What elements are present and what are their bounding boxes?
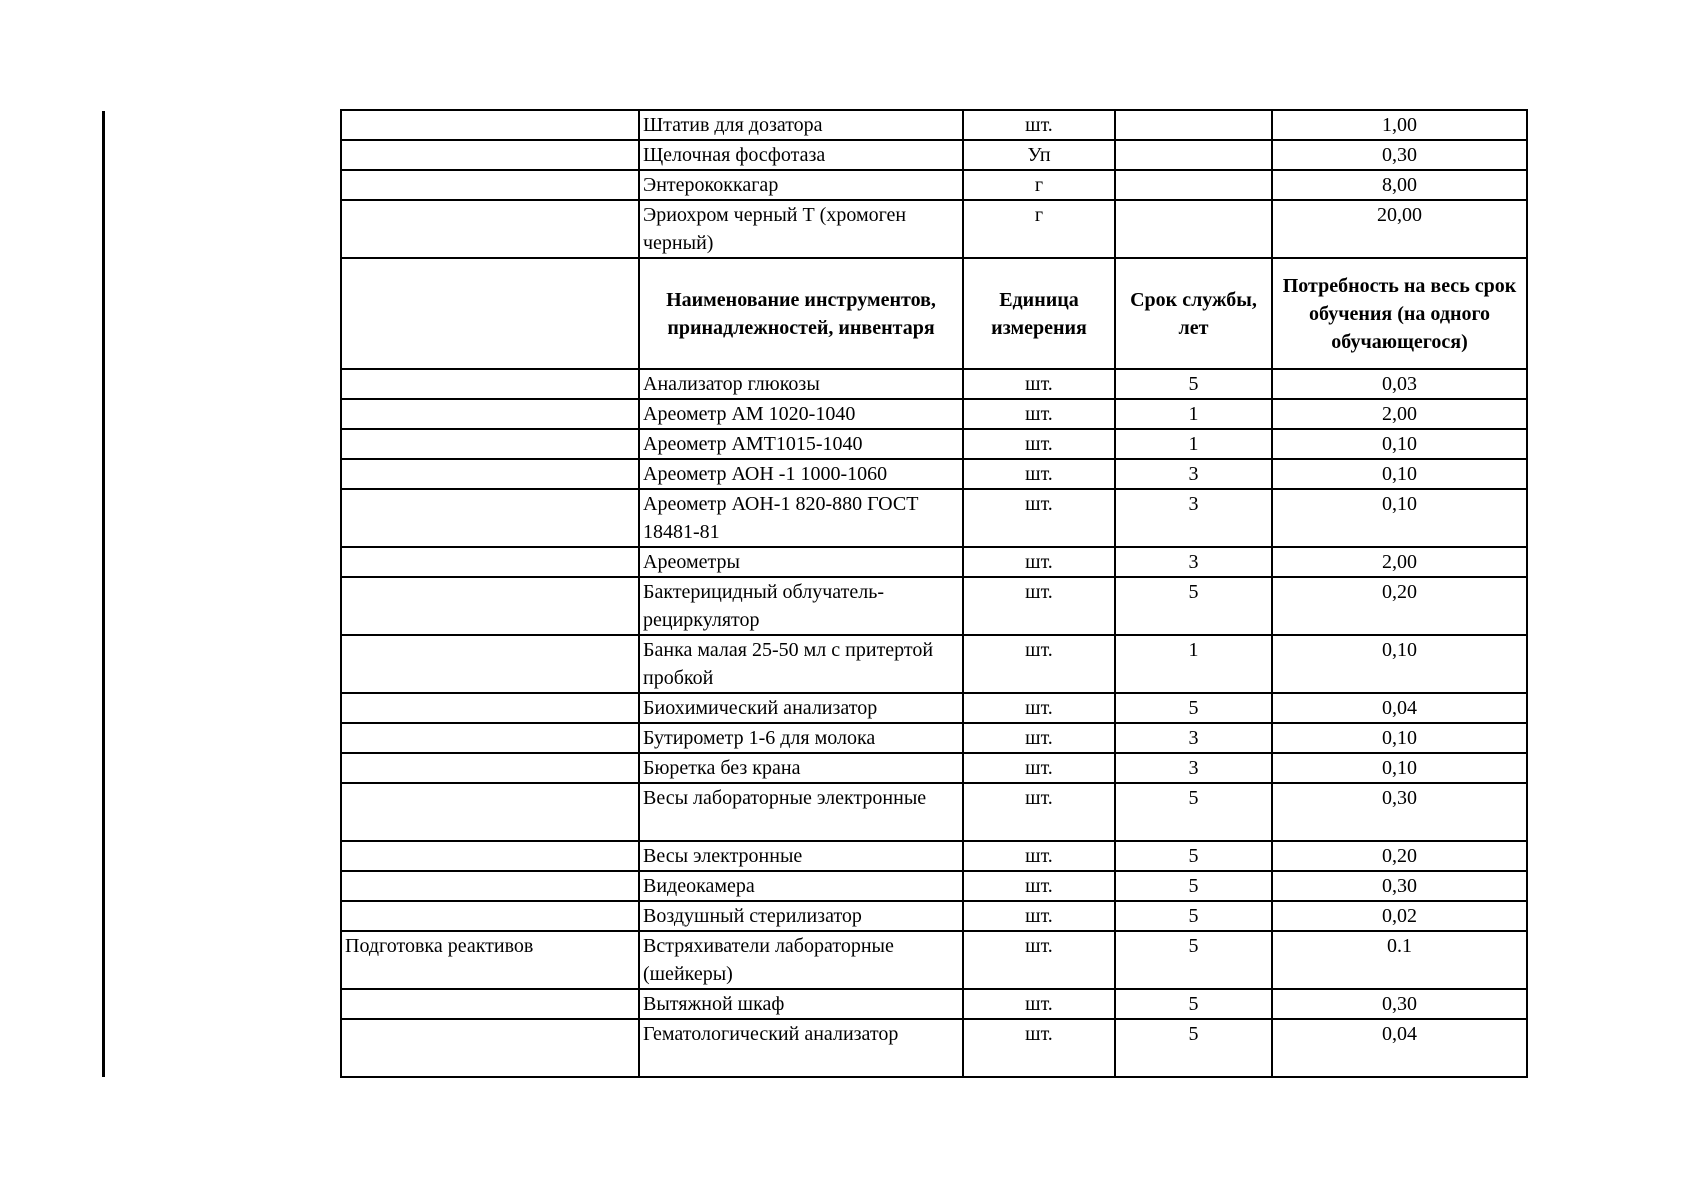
item-name: Ареометр АМТ1015-1040 [639, 429, 963, 459]
item-name: Ареометр АОН -1 1000-1060 [639, 459, 963, 489]
item-unit: шт. [963, 547, 1115, 577]
item-unit: шт. [963, 931, 1115, 989]
item-need: 0,10 [1272, 635, 1527, 693]
item-name: Встряхиватели лабораторные (шейкеры) [639, 931, 963, 989]
item-need: 0,30 [1272, 140, 1527, 170]
section-cell [341, 693, 639, 723]
item-unit: шт. [963, 901, 1115, 931]
left-margin-rule [102, 111, 105, 1077]
item-term [1115, 110, 1272, 140]
item-term [1115, 140, 1272, 170]
item-need: 0,02 [1272, 901, 1527, 931]
section-cell [341, 258, 639, 369]
item-name: Щелочная фосфотаза [639, 140, 963, 170]
item-need: 2,00 [1272, 399, 1527, 429]
item-need: 0,03 [1272, 369, 1527, 399]
item-need: 2,00 [1272, 547, 1527, 577]
section-cell [341, 841, 639, 871]
item-term: 3 [1115, 547, 1272, 577]
section-cell [341, 459, 639, 489]
item-need: 0,30 [1272, 783, 1527, 841]
table-row [341, 871, 1527, 901]
item-need: 0,04 [1272, 1019, 1527, 1077]
item-term: 5 [1115, 783, 1272, 841]
table-row [341, 489, 1527, 547]
table-row [341, 577, 1527, 635]
item-name: Ареометр АМ 1020-1040 [639, 399, 963, 429]
item-unit: г [963, 200, 1115, 258]
item-need: 0,30 [1272, 871, 1527, 901]
item-term [1115, 200, 1272, 258]
section-cell [341, 369, 639, 399]
item-need: 1,00 [1272, 110, 1527, 140]
item-name: Весы электронные [639, 841, 963, 871]
item-unit: Уп [963, 140, 1115, 170]
item-name: Бутирометр 1-6 для молока [639, 723, 963, 753]
item-unit: шт. [963, 429, 1115, 459]
table-row [341, 170, 1527, 200]
item-need: 0,30 [1272, 989, 1527, 1019]
item-term: 1 [1115, 399, 1272, 429]
item-need: 0,10 [1272, 429, 1527, 459]
item-term: 5 [1115, 1019, 1272, 1077]
item-name: Гематологический анализатор [639, 1019, 963, 1077]
item-term: 3 [1115, 753, 1272, 783]
table-row [341, 110, 1527, 140]
item-name: Банка малая 25-50 мл с притертой пробкой [639, 635, 963, 693]
item-term: 1 [1115, 429, 1272, 459]
item-term [1115, 170, 1272, 200]
item-unit: шт. [963, 783, 1115, 841]
item-term: 1 [1115, 635, 1272, 693]
table-row [341, 723, 1527, 753]
section-cell [341, 989, 639, 1019]
header-need: Потребность на весь срок обучения (на одного обучающегося) [1272, 258, 1527, 369]
item-need: 0,10 [1272, 723, 1527, 753]
section-cell [341, 170, 639, 200]
table-row [341, 989, 1527, 1019]
item-term: 5 [1115, 577, 1272, 635]
header-name: Наименование инструментов, принадлежностей, инвентаря [639, 258, 963, 369]
section-cell [341, 723, 639, 753]
item-unit: шт. [963, 369, 1115, 399]
item-name: Эриохром черный Т (хромоген черный) [639, 200, 963, 258]
item-unit: шт. [963, 459, 1115, 489]
item-name: Весы лабораторные электронные [639, 783, 963, 841]
section-cell [341, 110, 639, 140]
header-term: Срок службы, лет [1115, 258, 1272, 369]
item-term: 5 [1115, 871, 1272, 901]
item-term: 3 [1115, 489, 1272, 547]
item-need: 20,00 [1272, 200, 1527, 258]
item-need: 0,20 [1272, 577, 1527, 635]
table-row [341, 140, 1527, 170]
section-cell [341, 577, 639, 635]
section-cell [341, 489, 639, 547]
section-cell [341, 783, 639, 841]
table-header-row [341, 258, 1527, 369]
item-unit: шт. [963, 1019, 1115, 1077]
item-term: 3 [1115, 459, 1272, 489]
table-row [341, 429, 1527, 459]
item-need: 0,10 [1272, 489, 1527, 547]
item-unit: шт. [963, 841, 1115, 871]
section-cell [341, 871, 639, 901]
item-unit: шт. [963, 693, 1115, 723]
item-unit: шт. [963, 753, 1115, 783]
item-unit: шт. [963, 871, 1115, 901]
item-unit: г [963, 170, 1115, 200]
table-row [341, 369, 1527, 399]
section-label: Подготовка реактивов [341, 931, 639, 989]
item-name: Ареометры [639, 547, 963, 577]
item-name: Анализатор глюкозы [639, 369, 963, 399]
item-need: 0,10 [1272, 753, 1527, 783]
item-name: Бюретка без крана [639, 753, 963, 783]
item-unit: шт. [963, 723, 1115, 753]
item-term: 5 [1115, 369, 1272, 399]
section-cell [341, 901, 639, 931]
table-row [341, 1019, 1527, 1077]
table-row [341, 841, 1527, 871]
table-row [341, 693, 1527, 723]
item-unit: шт. [963, 489, 1115, 547]
item-unit: шт. [963, 577, 1115, 635]
item-term: 5 [1115, 841, 1272, 871]
item-unit: шт. [963, 399, 1115, 429]
table-row [341, 547, 1527, 577]
item-name: Бактерицидный облучатель-рециркулятор [639, 577, 963, 635]
item-name: Энтерококкагар [639, 170, 963, 200]
item-name: Воздушный стерилизатор [639, 901, 963, 931]
item-name: Видеокамера [639, 871, 963, 901]
item-name: Биохимический анализатор [639, 693, 963, 723]
table-row [341, 635, 1527, 693]
table-row [341, 901, 1527, 931]
item-need: 0.1 [1272, 931, 1527, 989]
table-row [341, 459, 1527, 489]
item-term: 5 [1115, 989, 1272, 1019]
item-term: 5 [1115, 931, 1272, 989]
equipment-table [340, 109, 1528, 1078]
table-row [341, 753, 1527, 783]
item-term: 5 [1115, 693, 1272, 723]
table-row [341, 399, 1527, 429]
table-row [341, 783, 1527, 841]
section-cell [341, 1019, 639, 1077]
item-need: 8,00 [1272, 170, 1527, 200]
section-cell [341, 200, 639, 258]
section-cell [341, 547, 639, 577]
section-cell [341, 753, 639, 783]
table-row [341, 931, 1527, 989]
header-unit: Единица измерения [963, 258, 1115, 369]
item-unit: шт. [963, 635, 1115, 693]
section-cell [341, 399, 639, 429]
item-term: 5 [1115, 901, 1272, 931]
table-row [341, 200, 1527, 258]
section-cell [341, 429, 639, 459]
section-cell [341, 635, 639, 693]
item-need: 0,20 [1272, 841, 1527, 871]
item-unit: шт. [963, 989, 1115, 1019]
item-name: Штатив для дозатора [639, 110, 963, 140]
item-name: Вытяжной шкаф [639, 989, 963, 1019]
item-need: 0,10 [1272, 459, 1527, 489]
item-term: 3 [1115, 723, 1272, 753]
item-unit: шт. [963, 110, 1115, 140]
item-need: 0,04 [1272, 693, 1527, 723]
item-name: Ареометр АОН-1 820-880 ГОСТ 18481-81 [639, 489, 963, 547]
section-cell [341, 140, 639, 170]
